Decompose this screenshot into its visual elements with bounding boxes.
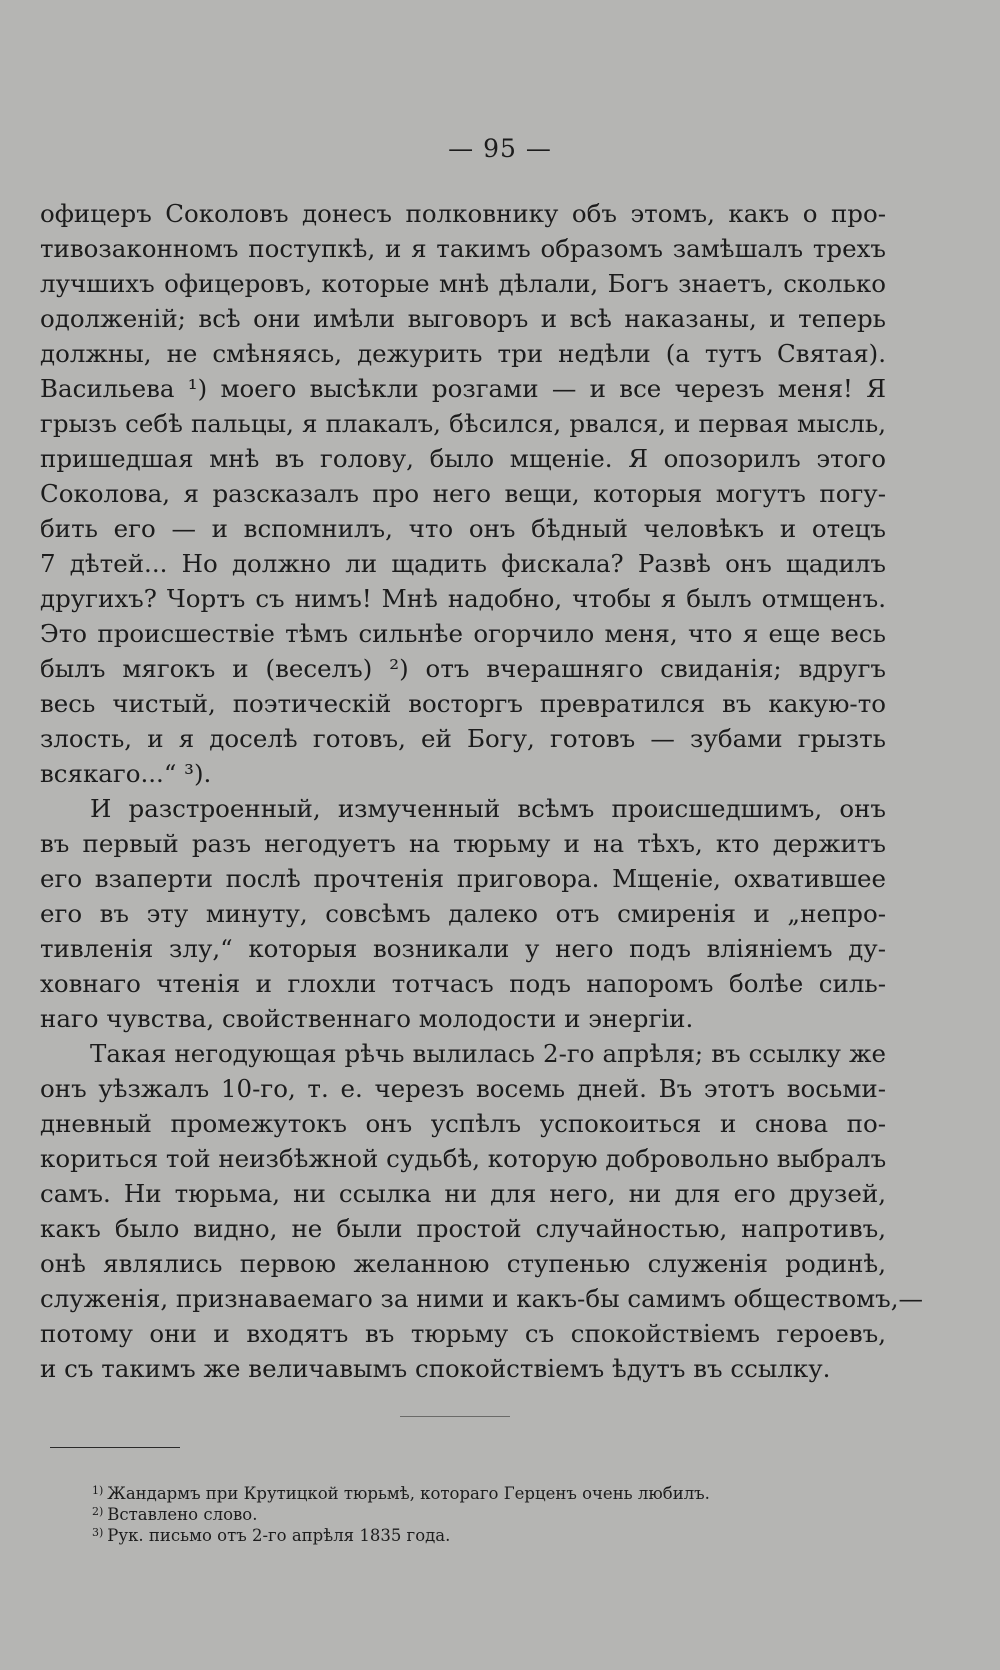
text-line: должны, не смѣняясь, дежурить три недѣли (а тутъ Святая).: [40, 339, 886, 368]
text-line: одолженій; всѣ они имѣли выговоръ и всѣ наказаны, и теперь: [40, 304, 886, 333]
text-line: 7 дѣтей... Но должно ли щадить фискала? Развѣ онъ щадилъ: [40, 549, 886, 578]
footnote: [92, 1501, 892, 1522]
footnote-text: Жандармъ при Крутицкой тюрьмѣ, котораго Герценъ очень любилъ.: [107, 1484, 710, 1503]
footnote-text: Вставлено слово.: [107, 1505, 258, 1524]
text-line: кориться той неизбѣжной судьбѣ, которую добровольно выбралъ: [40, 1144, 887, 1173]
page-number: — 95 —: [448, 134, 552, 163]
text-line: онъ уѣзжалъ 10-го, т. е. черезъ восемь дней. Въ этотъ восьми-: [40, 1074, 886, 1103]
text-line: служенія, признаваемаго за ними и какъ-бы самимъ обществомъ,—: [40, 1284, 924, 1313]
footnote-mark: 1): [92, 1484, 104, 1497]
text-line: потому они и входятъ въ тюрьму съ спокойствіемъ героевъ,: [40, 1319, 886, 1348]
text-line: всякаго...“ ³).: [40, 759, 212, 788]
footnote-mark: 2): [92, 1505, 104, 1518]
text-line: былъ мягокъ и (веселъ) ²) отъ вчерашняго свиданія; вдругъ: [40, 654, 886, 683]
text-line: дневный промежутокъ онъ успѣлъ успокоиться и снова по-: [40, 1109, 886, 1138]
text-line: какъ было видно, не были простой случайностью, напротивъ,: [40, 1214, 886, 1243]
text-line: ховнаго чтенія и глохли тотчасъ подъ напоромъ болѣе силь-: [40, 969, 886, 998]
text-line: Такая негодующая рѣчь вылилась 2-го апрѣля; въ ссылку же: [90, 1039, 886, 1068]
text-line: онѣ являлись первою желанною ступенью служенія родинѣ,: [40, 1249, 886, 1278]
text-line: самъ. Ни тюрьма, ни ссылка ни для него, ни для его друзей,: [40, 1179, 886, 1208]
text-line: весь чистый, поэтическій восторгъ превратился въ какую-то: [40, 689, 886, 718]
text-line: И разстроенный, измученный всѣмъ происшедшимъ, онъ: [90, 794, 886, 823]
footnote-mark: 3): [92, 1526, 104, 1539]
footnote: [92, 1480, 892, 1501]
text-line: пришедшая мнѣ въ голову, было мщеніе. Я опозорилъ этого: [40, 444, 886, 473]
text-line: и съ такимъ же величавымъ спокойствіемъ ѣдутъ въ ссылку.: [40, 1354, 831, 1383]
footnote-rule: [50, 1447, 180, 1448]
text-line: тивозаконномъ поступкѣ, и я такимъ образомъ замѣшалъ трехъ: [40, 234, 886, 263]
text-line: грызъ себѣ пальцы, я плакалъ, бѣсился, рвался, и первая мысль,: [40, 409, 886, 438]
text-line: Это происшествіе тѣмъ сильнѣе огорчило меня, что я еще весь: [40, 619, 886, 648]
footnotes: [92, 1480, 892, 1543]
text-line: злость, и я доселѣ готовъ, ей Богу, готовъ — зубами грызть: [40, 724, 886, 753]
text-line: его взаперти послѣ прочтенія приговора. Мщеніе, охватившее: [40, 864, 886, 893]
text-line: въ первый разъ негодуетъ на тюрьму и на тѣхъ, кто держитъ: [40, 829, 886, 858]
text-line: офицеръ Соколовъ донесъ полковнику объ этомъ, какъ о про-: [40, 199, 886, 228]
text-line: лучшихъ офицеровъ, которые мнѣ дѣлали, Богъ знаетъ, сколько: [40, 269, 886, 298]
section-divider: [400, 1416, 510, 1417]
text-line: наго чувства, свойственнаго молодости и энергіи.: [40, 1004, 694, 1033]
body-text: [40, 196, 924, 1386]
text-line: тивленія злу,“ которыя возникали у него подъ вліяніемъ ду-: [40, 934, 886, 963]
text-line: Васильева ¹) моего высѣкли розгами — и все черезъ меня! Я: [40, 374, 886, 403]
footnote: [92, 1522, 892, 1543]
footnote-text: Рук. письмо отъ 2-го апрѣля 1835 года.: [107, 1526, 451, 1545]
text-line: другихъ? Чортъ съ нимъ! Мнѣ надобно, чтобы я былъ отмщенъ.: [40, 584, 886, 613]
text-line: Соколова, я разсказалъ про него вещи, которыя могутъ погу-: [40, 479, 886, 508]
text-line: его въ эту минуту, совсѣмъ далеко отъ смиренія и „непро-: [40, 899, 886, 928]
text-line: бить его — и вспомнилъ, что онъ бѣдный человѣкъ и отецъ: [40, 514, 886, 543]
